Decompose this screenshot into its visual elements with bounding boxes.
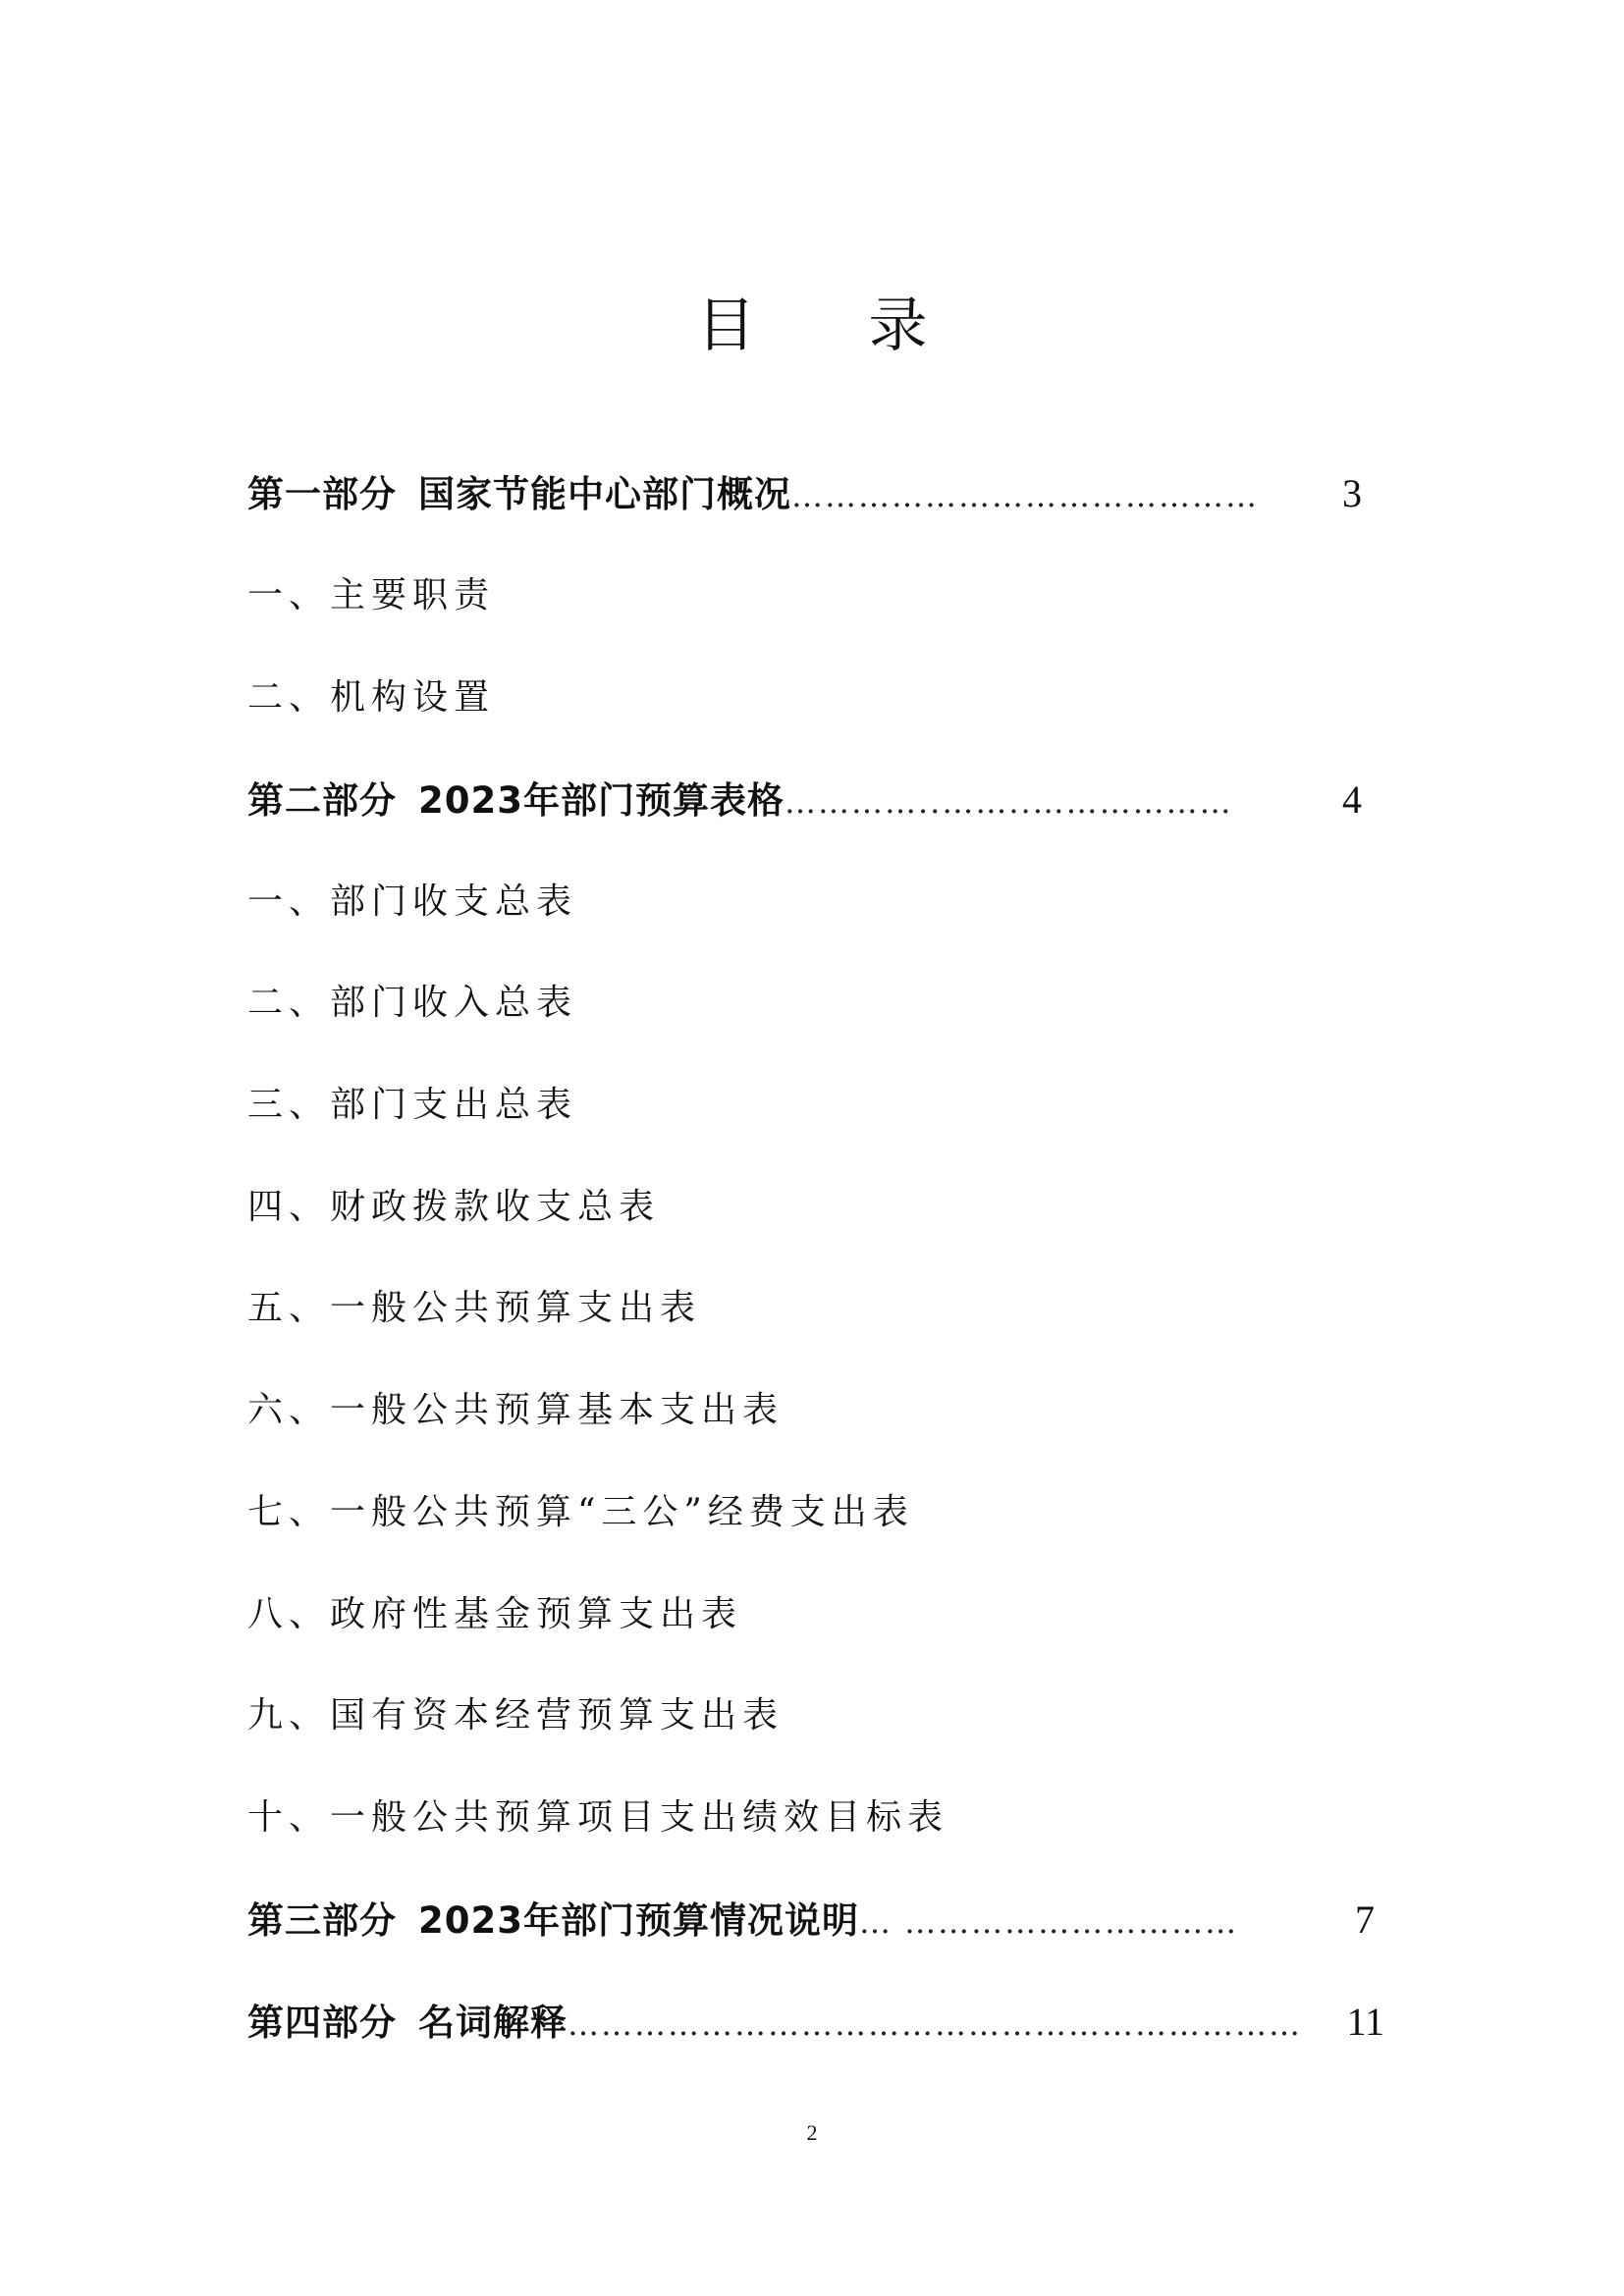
toc-item[interactable]: 七、一般公共预算“三公”经费支出表: [247, 1492, 914, 1532]
dot-leader: ……………………………………: [791, 477, 1259, 514]
toc-item[interactable]: 九、国有资本经营预算支出表: [247, 1695, 785, 1735]
part-name: 2023年部门预算表格: [418, 779, 785, 822]
toc-title: 目 录: [696, 292, 975, 360]
part-label: 第一部分: [247, 473, 397, 515]
part-name: 名词解释: [418, 2002, 568, 2044]
part-page-number: 3: [1342, 471, 1362, 515]
toc-item[interactable]: 一、主要职责: [247, 575, 496, 615]
toc-part-1[interactable]: [247, 464, 1362, 523]
toc-item[interactable]: 一、部门收支总表: [247, 881, 578, 922]
part-label: 第二部分: [247, 779, 397, 822]
toc-item[interactable]: 六、一般公共预算基本支出表: [247, 1390, 785, 1430]
toc-item[interactable]: 二、机构设置: [247, 677, 496, 718]
part-name: 国家节能中心部门概况: [418, 473, 791, 515]
part-name: 2023年部门预算情况说明: [418, 1899, 859, 1942]
toc-part-3[interactable]: [247, 1891, 1375, 1949]
dot-leader: …………………………………………………………: [568, 2005, 1302, 2043]
part-page-number: 11: [1346, 2000, 1384, 2044]
part-label: 第三部分: [247, 1899, 397, 1942]
toc-item[interactable]: 四、财政拨款收支总表: [247, 1187, 661, 1227]
toc-part-4[interactable]: [247, 1993, 1384, 2052]
part-page-number: 7: [1355, 1897, 1375, 1942]
part-label: 第四部分: [247, 2002, 397, 2044]
dot-leader: … …………………………: [858, 1903, 1239, 1941]
part-page-number: 4: [1342, 777, 1362, 822]
toc-part-2[interactable]: [247, 771, 1362, 829]
toc-item[interactable]: 三、部门支出总表: [247, 1085, 578, 1125]
page-number: 2: [806, 2120, 818, 2145]
toc-item[interactable]: 十、一般公共预算项目支出绩效目标表: [247, 1797, 949, 1838]
toc-item[interactable]: 八、政府性基金预算支出表: [247, 1594, 743, 1634]
toc-item[interactable]: 二、部门收入总表: [247, 983, 578, 1023]
dot-leader: …………..……..………………: [784, 783, 1233, 821]
toc-item[interactable]: 五、一般公共预算支出表: [247, 1288, 702, 1328]
